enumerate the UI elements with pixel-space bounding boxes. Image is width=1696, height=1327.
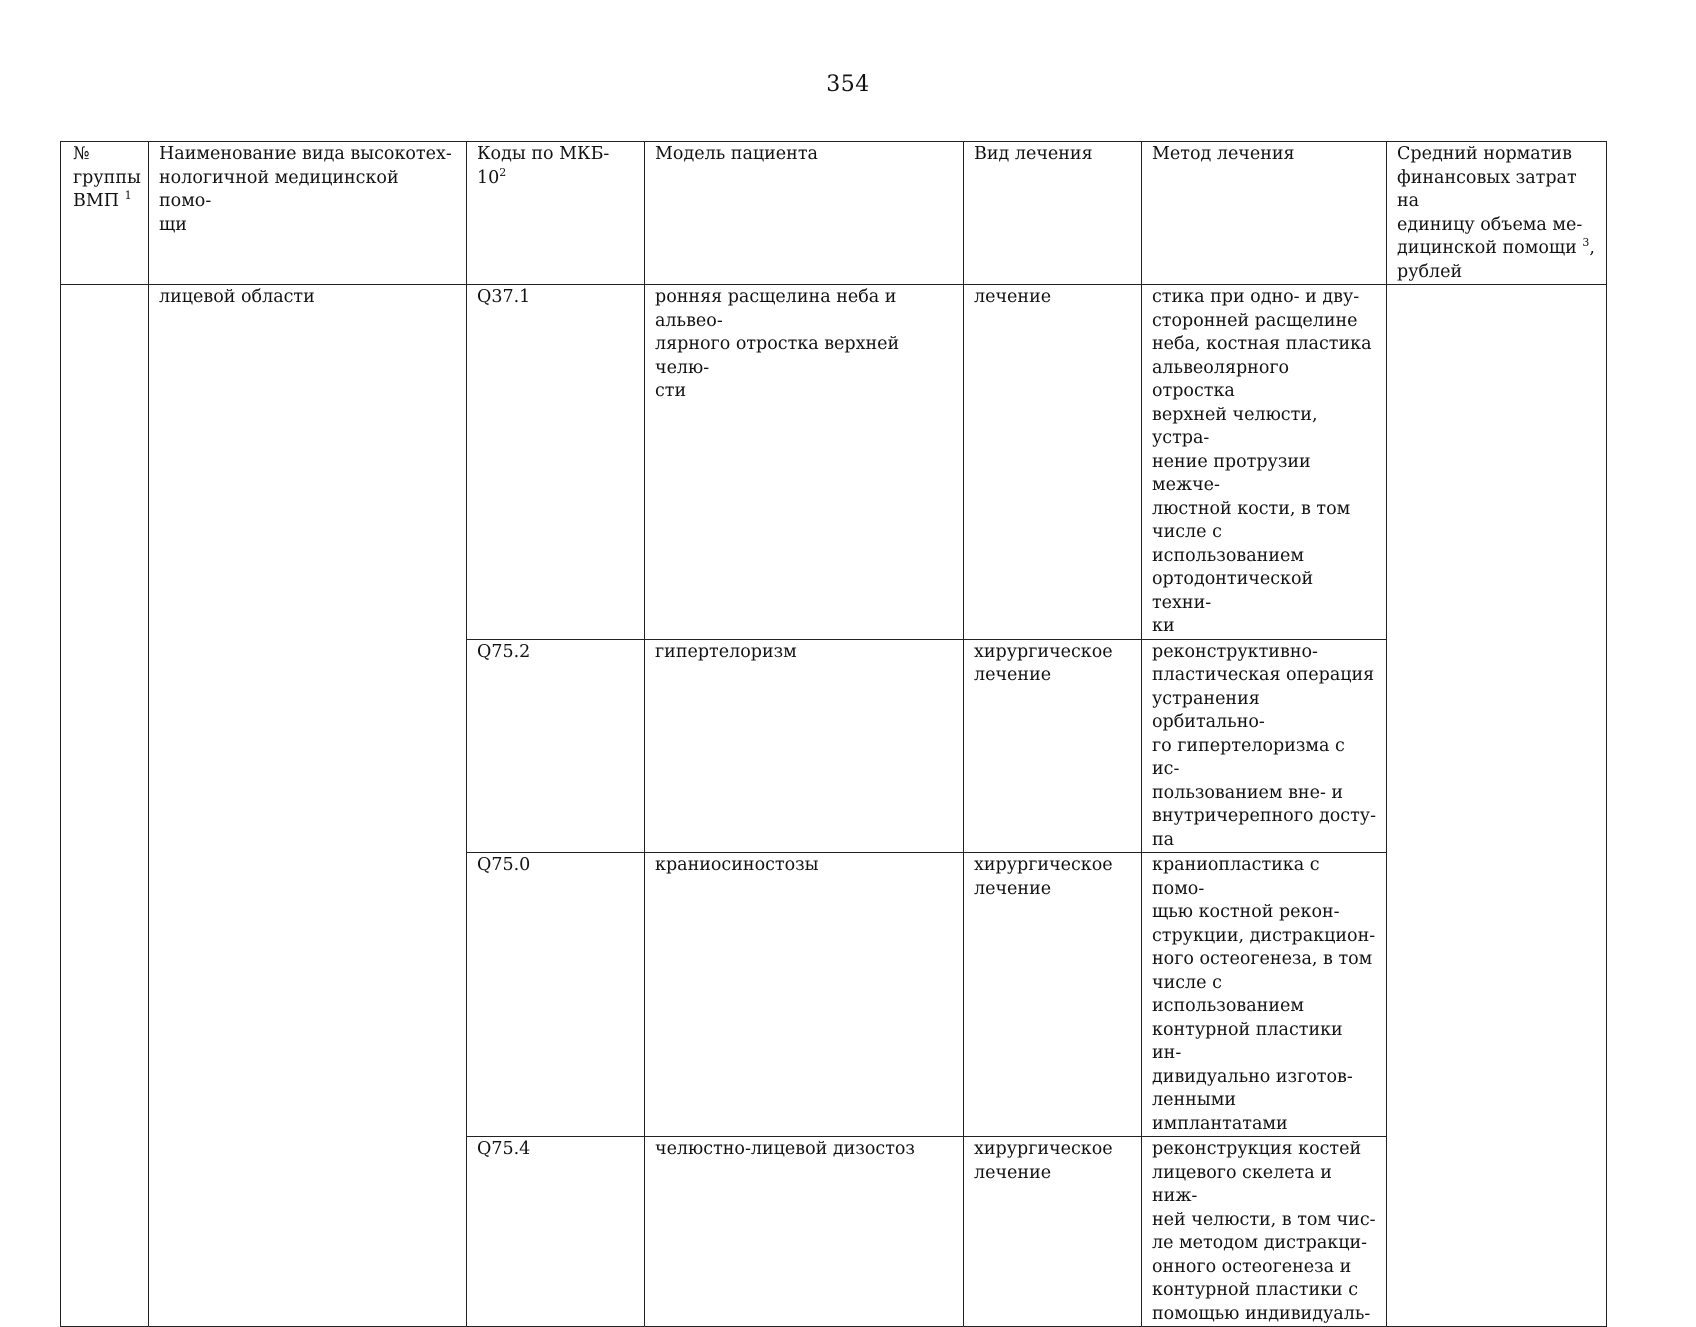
page-number: 354 xyxy=(826,72,870,97)
treatment-method-cell: краниопластика с помо- щью костной рекон- струкции, дистракцион- ного остеогенеза, в том числе с использованием контурной пластики ин- дивидуально изготов- ленными имплантатами xyxy=(1142,853,1387,1137)
icd-code-cell: Q37.1 xyxy=(467,285,645,640)
header-patient-model: Модель пациента xyxy=(645,142,964,285)
treatment-type-cell: хирургическое лечение xyxy=(964,853,1142,1137)
treatment-method-cell: реконструктивно- пластическая операция устранения орбитально- го гипертелоризма с ис- пользованием вне- и внутричерепного досту- па xyxy=(1142,639,1387,853)
header-vmp-name: Наименование вида высокотех- нологичной медицинской помо- щи xyxy=(149,142,467,285)
treatment-type-cell: хирургическое лечение xyxy=(964,1137,1142,1327)
vmp-name-cell: лицевой области xyxy=(149,285,467,1327)
header-cost-norm: Средний норматив финансовых затрат на единицу объема ме- дицинской помощи $^3$, рублей xyxy=(1387,142,1607,285)
header-group-number: № группы ВМП $^1$ xyxy=(61,142,149,285)
cost-norm-cell xyxy=(1387,285,1607,1327)
treatment-method-cell: стика при одно- и дву- сторонней расщелине неба, костная пластика альвеолярного отростка верхней челюсти, устра- нение протрузии межче- люстной кости, в том числе с использованием ортодонтической техни- ки xyxy=(1142,285,1387,640)
header-treatment-method: Метод лечения xyxy=(1142,142,1387,285)
patient-model-cell: краниосиностозы xyxy=(645,853,964,1137)
icd-code-cell: Q75.0 xyxy=(467,853,645,1137)
treatment-method-cell: реконструкция костей лицевого скелета и ниж- ней челюсти, в том чис- ле методом дистракци- онного остеогенеза и контурной пластики с помощью индивидуаль- xyxy=(1142,1137,1387,1327)
patient-model-cell: гипертелоризм xyxy=(645,639,964,853)
table-row xyxy=(61,285,1607,640)
icd-code-cell: Q75.2 xyxy=(467,639,645,853)
vmp-table xyxy=(60,141,1607,1327)
header-icd-codes: Коды по МКБ- $10^2$ xyxy=(467,142,645,285)
patient-model-cell: челюстно-лицевой дизостоз xyxy=(645,1137,964,1327)
header-treatment-type: Вид лечения xyxy=(964,142,1142,285)
table-header-row xyxy=(61,142,1607,285)
patient-model-cell: ронняя расщелина неба и альвео- лярного отростка верхней челю- сти xyxy=(645,285,964,640)
group-number-cell xyxy=(61,285,149,1327)
treatment-type-cell: хирургическое лечение xyxy=(964,639,1142,853)
icd-code-cell: Q75.4 xyxy=(467,1137,645,1327)
treatment-type-cell: лечение xyxy=(964,285,1142,640)
